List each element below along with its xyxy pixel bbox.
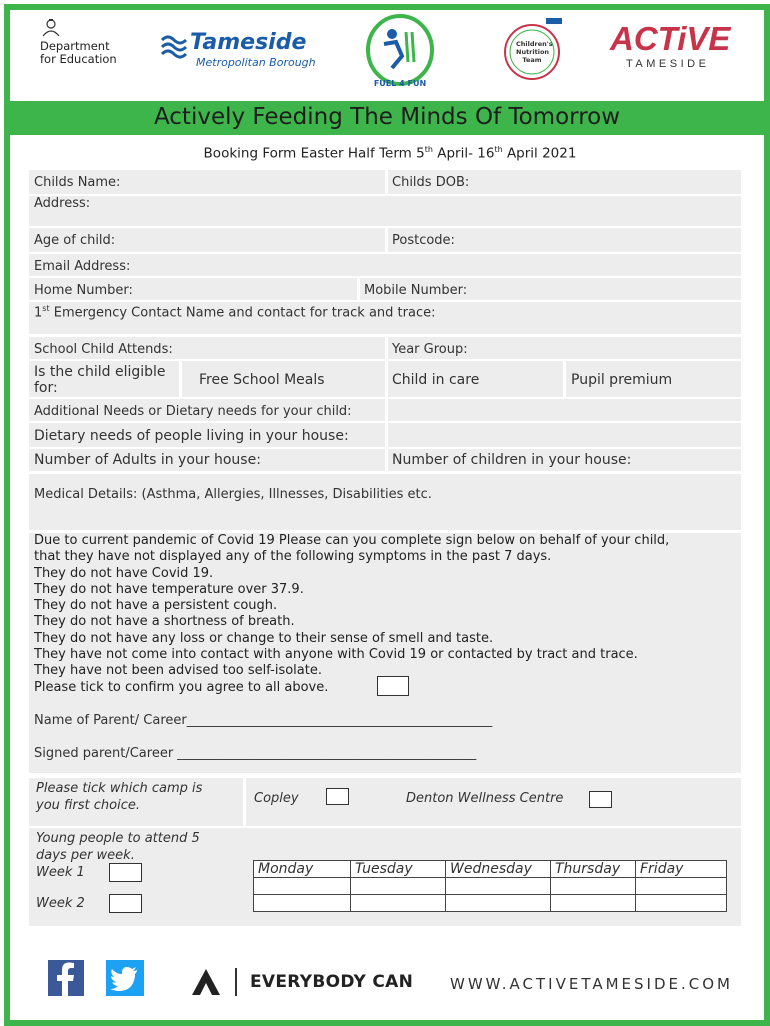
subtitle-sup2: th xyxy=(494,145,503,154)
agree-checkbox[interactable] xyxy=(377,676,409,696)
page-title: Actively Feeding The Minds Of Tomorrow xyxy=(153,104,621,130)
camp-question-line2: you first choice. xyxy=(36,798,140,813)
week2-monday-cell[interactable] xyxy=(254,895,351,912)
week1-row xyxy=(254,878,727,895)
covid-declaration xyxy=(34,533,734,696)
week2-tuesday-cell[interactable] xyxy=(351,895,446,912)
school-field[interactable]: School Child Attends: xyxy=(34,342,173,357)
subtitle-part1: Booking Form Easter Half Term 5 xyxy=(203,145,425,162)
divider xyxy=(563,361,566,397)
subtitle-sup1: th xyxy=(424,145,433,154)
logo-strip xyxy=(10,10,764,102)
day-monday: Monday xyxy=(254,861,351,878)
covid-line: They do not have a persistent cough. xyxy=(34,598,278,614)
emergency-sup: st xyxy=(42,304,50,313)
divider xyxy=(29,194,741,196)
emergency-contact-field[interactable] xyxy=(34,304,436,320)
emergency-num: 1 xyxy=(34,305,43,321)
week2-wednesday-cell[interactable] xyxy=(446,895,551,912)
fuel-text: FUEL 4 FUN xyxy=(373,79,427,88)
adults-field[interactable]: Number of Adults in your house: xyxy=(34,452,261,468)
days-table xyxy=(253,860,727,912)
day-wednesday: Wednesday xyxy=(446,861,551,878)
crest-icon xyxy=(40,18,62,38)
age-field[interactable]: Age of child: xyxy=(34,233,116,248)
week1-thursday-cell[interactable] xyxy=(551,878,636,895)
week2-row xyxy=(254,895,727,912)
covid-line: They do not have any loss or change to their sense of smell and taste. xyxy=(34,630,494,646)
postcode-field[interactable]: Postcode: xyxy=(392,233,455,248)
subtitle-part2: April- 16 xyxy=(432,145,495,162)
email-field[interactable]: Email Address: xyxy=(34,259,131,274)
fuel-4-fun-logo xyxy=(362,12,438,92)
week1-label: Week 1 xyxy=(36,865,85,880)
dfe-line1: Department xyxy=(40,39,110,53)
week1-tuesday-cell[interactable] xyxy=(351,878,446,895)
cnt-line1: Children's xyxy=(516,40,553,48)
address-field[interactable]: Address: xyxy=(34,196,91,211)
tameside-wave-icon xyxy=(160,34,188,60)
denton-checkbox[interactable] xyxy=(589,791,612,808)
row-medical xyxy=(29,474,741,530)
parent-name-field[interactable]: Name of Parent/ Career_______________________________________________ xyxy=(34,713,493,728)
divider xyxy=(385,337,388,359)
divider xyxy=(385,399,388,447)
eligible-line1: Is the child eligible xyxy=(34,364,166,380)
week2-label: Week 2 xyxy=(36,896,85,911)
camp-question xyxy=(36,780,202,814)
divider xyxy=(357,278,360,300)
emergency-label: Emergency Contact Name and contact for track and trace: xyxy=(49,305,436,321)
cnt-line3: Team xyxy=(522,56,542,64)
day-friday: Friday xyxy=(636,861,727,878)
week1-checkbox[interactable] xyxy=(109,863,142,882)
divider xyxy=(243,778,246,826)
denton-option: Denton Wellness Centre xyxy=(406,791,564,806)
active-sub: TAMESIDE xyxy=(626,58,710,70)
divider xyxy=(385,170,388,194)
facebook-icon[interactable] xyxy=(48,960,84,996)
camp-question-line1: Please tick which camp is xyxy=(36,781,203,796)
medical-field[interactable]: Medical Details: (Asthma, Allergies, Illnesses, Disabilities etc. xyxy=(34,487,432,502)
footer-separator xyxy=(235,968,237,996)
active-a-icon xyxy=(190,967,222,997)
covid-line: that they have not displayed any of the following symptoms in the past 7 days. xyxy=(34,549,552,565)
attend-line2: days per week. xyxy=(36,848,135,863)
week1-friday-cell[interactable] xyxy=(636,878,727,895)
footer-slogan: EVERYBODY CAN xyxy=(250,972,414,992)
footer-website[interactable]: WWW.ACTIVETAMESIDE.COM xyxy=(450,975,733,993)
dietary-house-field[interactable]: Dietary needs of people living in your house: xyxy=(34,428,349,444)
mobile-number-field[interactable]: Mobile Number: xyxy=(364,283,468,298)
eligible-line2: for: xyxy=(34,380,58,396)
divider xyxy=(385,449,388,471)
additional-needs-field[interactable]: Additional Needs or Dietary needs for your child: xyxy=(34,404,352,419)
week2-friday-cell[interactable] xyxy=(636,895,727,912)
covid-line: They have not been advised too self-isolate. xyxy=(34,663,322,679)
copley-option: Copley xyxy=(254,791,299,806)
copley-checkbox[interactable] xyxy=(326,788,349,805)
home-number-field[interactable]: Home Number: xyxy=(34,283,133,298)
covid-line: They have not come into contact with anyone with Covid 19 or contacted by tract and trace. xyxy=(34,647,638,663)
children-field[interactable]: Number of children in your house: xyxy=(392,452,632,468)
row-email xyxy=(29,254,741,276)
days-header-row xyxy=(254,861,727,878)
child-in-care-option[interactable]: Child in care xyxy=(392,372,480,388)
year-group-field[interactable]: Year Group: xyxy=(392,342,468,357)
free-school-meals-option[interactable]: Free School Meals xyxy=(199,372,325,388)
week2-thursday-cell[interactable] xyxy=(551,895,636,912)
divider xyxy=(385,228,388,252)
divider xyxy=(179,361,182,397)
day-thursday: Thursday xyxy=(551,861,636,878)
covid-line: They do not have Covid 19. xyxy=(34,565,214,581)
form-subtitle xyxy=(10,145,770,162)
subtitle-part3: April 2021 xyxy=(502,145,577,162)
active-tameside-logo xyxy=(610,22,730,70)
attend-line1: Young people to attend 5 xyxy=(36,831,200,846)
week1-wednesday-cell[interactable] xyxy=(446,878,551,895)
dfe-logo xyxy=(40,18,117,66)
day-tuesday: Tuesday xyxy=(351,861,446,878)
covid-line: They do not have a shortness of breath. xyxy=(34,614,295,630)
childs-name-field[interactable]: Childs Name: xyxy=(34,175,121,190)
week1-monday-cell[interactable] xyxy=(254,878,351,895)
tameside-sub: Metropolitan Borough xyxy=(196,56,316,69)
covid-line: They do not have temperature over 37.9. xyxy=(34,581,304,597)
eligible-label xyxy=(34,364,166,396)
divider xyxy=(385,361,388,397)
childs-dob-field[interactable]: Childs DOB: xyxy=(392,175,470,190)
covid-line: Please tick to confirm you agree to all above. xyxy=(34,679,329,695)
covid-line: Due to current pandemic of Covid 19 Please can you complete sign below on behalf of your child, xyxy=(34,533,670,548)
week2-checkbox[interactable] xyxy=(109,894,142,913)
signed-parent-field[interactable]: Signed parent/Career ______________________________________________ xyxy=(34,746,477,761)
tameside-name: Tameside xyxy=(190,30,307,55)
dfe-line2: for Education xyxy=(40,52,117,66)
twitter-icon[interactable] xyxy=(106,960,144,996)
childrens-nutrition-team-logo xyxy=(494,16,566,90)
active-name: ACTiVE xyxy=(610,20,731,57)
cnt-line2: Nutrition xyxy=(516,48,550,56)
pupil-premium-option[interactable]: Pupil premium xyxy=(571,372,673,388)
